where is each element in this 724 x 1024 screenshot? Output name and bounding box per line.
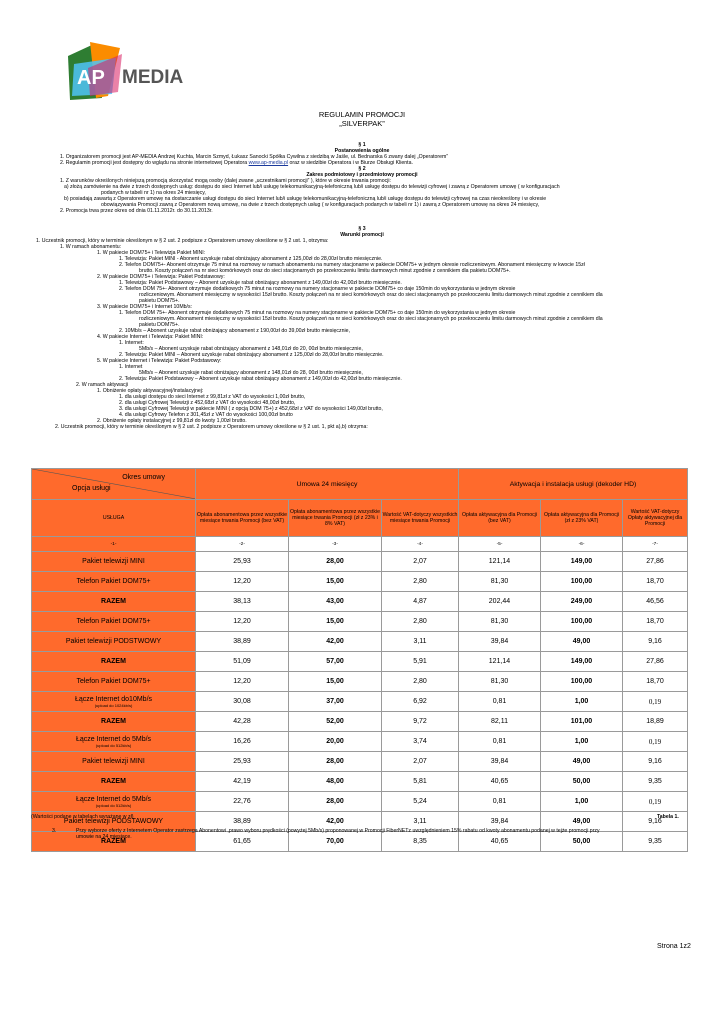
- service-upload-note: (upload do 512kb/s): [95, 802, 132, 808]
- service-name-cell: [32, 592, 196, 612]
- service-name: Pakiet telewizji MINI: [82, 758, 145, 765]
- value-cell: 3,11: [382, 812, 459, 832]
- value-cell: 0,81: [459, 732, 541, 752]
- s3-line: 1. Internet: [119, 364, 143, 370]
- website-link[interactable]: www.ap-media.pl: [248, 160, 289, 166]
- s3-line: 1. Telewizja: Pakiet MINI - Abonent uzyskuje rabat obniżający abonament z 125,00zł do 28,00zł brutto miesięcznie.: [119, 256, 383, 262]
- value-cell: 1,00: [541, 732, 623, 752]
- section-2-title: Zakres podmiotowy i przedmiotowy promocji: [306, 172, 418, 178]
- s3-line: 2. Telefon DOM 75+- Abonent otrzymuje dodatkowych 75 minut na rozmowy na numery stacjonarne w pakiecie DOM75+ co daje 150min do wykorzystania w jednym okresie: [119, 286, 516, 292]
- col-header: Opłata aktywacyjna dla Promocji (zł z 23% VAT): [541, 500, 623, 537]
- col-number: -6-: [541, 537, 623, 552]
- value-cell: 28,00: [289, 792, 382, 812]
- value-cell: 49,00: [541, 752, 623, 772]
- table-row: [32, 612, 688, 632]
- value-cell: 57,00: [289, 652, 382, 672]
- service-name: Telefon Pakiet DOM75+: [76, 618, 151, 625]
- value-cell: 100,00: [541, 572, 623, 592]
- value-cell: 38,89: [196, 812, 289, 832]
- service-name: RAZEM: [101, 778, 126, 785]
- s3-line: 4. dla usługi Cyfrowy Telefon z 301,45zł z VAT do wysokości 100,00zł brutto: [119, 412, 293, 418]
- col-header: Opłata aktywacyjna dla Promocji (bez VAT): [459, 500, 541, 537]
- table-row: [32, 692, 688, 712]
- value-cell: 37,00: [289, 692, 382, 712]
- document-subtitle: „SILVERPAK”: [339, 119, 385, 128]
- contract-24m-header: Umowa 24 miesięcy: [196, 469, 459, 500]
- table-caption: Tabela 1.: [657, 814, 679, 820]
- service-name: Pakiet telewizji PODSTWOWY: [65, 638, 162, 645]
- value-cell: 50,00: [541, 832, 623, 852]
- section-1-point-1: 1. Organizatorem promocji jest AP-MEDIA Andrzej Kuchta, Marcin Szmyd, Łukasz Sanocki Spółka Cywilna z siedzibą w Jaśle, ul. Bednarska 6 zwany dalej „Operatorem”: [60, 154, 449, 160]
- value-cell: 2,07: [382, 752, 459, 772]
- s3-line: 2. Obniżenie opłaty instalacyjnej z 99,81zł do kwoty 1,00zł brutto.: [97, 418, 247, 424]
- table-row: [32, 572, 688, 592]
- col-number: -7-: [623, 537, 688, 552]
- s3-line: 5Mb/s – Abonent uzyskuje rabat obniżający abonament z 148,01zł do 28, 00zł brutto miesięcznie,: [139, 370, 363, 376]
- value-cell: 28,00: [289, 752, 382, 772]
- service-name: Telefon Pakiet DOM75+: [76, 578, 151, 585]
- s3-line: 1. Telefon DOM 75+- Abonent otrzymuje dodatkowych 75 minut na rozmowy na numery stacjonarne w pakiecie DOM75+ co daje 150min do wykorzystania w jednym okresie: [119, 310, 516, 316]
- value-cell: 42,28: [196, 712, 289, 732]
- section-2-point-b: b) posiadają zawartą z Operatorem umowę na dostarczanie usługi dostępu do sieci Internet lub/i usługę telekomunikacyjną-telefoniczną lub/i usługę dostępu do telewizji cyfrowej na czas nieokreślony i w okresie: [64, 196, 547, 202]
- service-name-cell: [32, 772, 196, 792]
- value-cell: 18,70: [623, 672, 688, 692]
- value-cell: 8,35: [382, 832, 459, 852]
- col-header: Wartość VAT-dotyczy wszystkich miesiące trwania Promocji: [382, 500, 459, 537]
- value-cell: 25,93: [196, 552, 289, 572]
- table-row: [32, 652, 688, 672]
- value-cell: 40,65: [459, 832, 541, 852]
- value-cell: 5,91: [382, 652, 459, 672]
- value-cell: 15,00: [289, 572, 382, 592]
- value-cell: 39,84: [459, 752, 541, 772]
- s3-line: 5. W pakiecie Internet i Telewizja: Pakiet Podstawowy:: [97, 358, 222, 364]
- svg-text:MEDIA: MEDIA: [122, 67, 184, 88]
- service-name: Pakiet telewizji PODSTAWOWY: [63, 818, 164, 825]
- point-3-text-cont: umowie na 24 miesiące.: [76, 834, 132, 840]
- service-name-cell: [32, 572, 196, 592]
- service-name: RAZEM: [101, 598, 126, 605]
- col-header: Opłata abonamentowa przez wszystkie miesiące trwania Promocji (zł z 23% i 8% VAT): [289, 500, 382, 537]
- value-cell: 42,00: [289, 632, 382, 652]
- document-title: REGULAMIN PROMOCJI: [318, 110, 406, 119]
- value-cell: 9,16: [623, 812, 688, 832]
- table-body: [32, 552, 688, 852]
- s3-line: 2. dla usługi Cyfrowej Telewizji z 452,68zł z VAT do wysokości 48,00zł brutto,: [119, 400, 296, 406]
- service-name-cell: [32, 752, 196, 772]
- table-row: [32, 672, 688, 692]
- value-cell: 39,84: [459, 632, 541, 652]
- section-1-title: Postanowienia ogólne: [334, 148, 390, 154]
- service-upload-note: (upload do 1024kb/s): [94, 702, 133, 708]
- s3-line: 2. 10Mb/s – Abonent uzyskuje rabat obniżający abonament z 190,00zł do 39,00zł brutto miesięcznie,: [119, 328, 350, 334]
- value-cell: 81,30: [459, 572, 541, 592]
- page-number: Strona 1z2: [657, 943, 691, 950]
- value-cell: 61,65: [196, 832, 289, 852]
- value-cell: 2,80: [382, 672, 459, 692]
- s3-line: 2. W pakiecie DOM75+ i Telewizja: Pakiet Podstawowy:: [97, 274, 225, 280]
- value-cell: 81,30: [459, 612, 541, 632]
- value-cell: 52,00: [289, 712, 382, 732]
- table-row: [32, 752, 688, 772]
- value-cell: 0,19: [623, 792, 688, 812]
- s3-line: 2. W ramach aktywacji: [76, 382, 128, 388]
- section-2-point-2: 2. Promocja trwa przez okres od dnia 01.11.2012r. do 30.11.2013r.: [60, 208, 213, 214]
- s3-line: 3. W pakiecie DOM75+ i Internet 10Mb/s:: [97, 304, 193, 310]
- value-cell: 5,24: [382, 792, 459, 812]
- value-cell: 38,13: [196, 592, 289, 612]
- value-cell: 100,00: [541, 672, 623, 692]
- value-cell: 25,93: [196, 752, 289, 772]
- s3-line: 3. dla usługi Cyfrowej Telewizji w pakiecie MINI ( z opcją DOM 75+) z 452,68zł z VAT do wysokości 149,00zł brutto,: [119, 406, 383, 412]
- value-cell: 1,00: [541, 692, 623, 712]
- value-cell: 49,00: [541, 812, 623, 832]
- table-row: [32, 552, 688, 572]
- table-row: [32, 592, 688, 612]
- value-cell: 43,00: [289, 592, 382, 612]
- service-name: RAZEM: [101, 658, 126, 665]
- section-2-point-a: a) złożą zamówienie na dwie z trzech dostępnych usług: dostępu do sieci Internet lub/i usługę telekomunikacyjną-telefoniczną lub/i usługę dostępu do telewizji cyfrowej i zawrą z Operatorem umowę ( w konfiguracjach: [64, 184, 560, 190]
- ap-media-logo: [60, 38, 210, 108]
- table-row: [32, 732, 688, 752]
- value-cell: 15,00: [289, 612, 382, 632]
- value-cell: 50,00: [541, 772, 623, 792]
- value-cell: 18,70: [623, 572, 688, 592]
- service-name-cell: [32, 712, 196, 732]
- value-cell: 20,00: [289, 732, 382, 752]
- value-cell: 18,70: [623, 612, 688, 632]
- col-number: -4-: [382, 537, 459, 552]
- s3-line: 2. Uczestnik promocji, który w terminie określonym w § 2 ust. 2 podpisze z Operatorem umowy określone w § 2 ust. 1, pkt a),b) otrzyma:: [55, 424, 368, 430]
- activation-header: Aktywacja i instalacja usługi (dekoder HD): [459, 469, 688, 500]
- service-name: Pakiet telewizji MINI: [82, 558, 145, 565]
- s3-line: 1. Uczestnik promocji, który w terminie określonym w § 2 ust. 2 podpisze z Operatorem umowy określone w § 2 ust. 1, otrzyma:: [36, 238, 329, 244]
- value-cell: 4,87: [382, 592, 459, 612]
- col-header: USŁUGA: [32, 500, 196, 537]
- s3-line: 2. Telewizja: Pakiet Podstawowy – Abonent uzyskuje rabat obniżający abonament z 149,00zł do 42,00zł brutto miesięcznie.: [119, 376, 402, 382]
- s3-line: 2. Telewizja: Pakiet MINI – Abonent uzyskuje rabat obniżający abonament z 125,00zł do 28,00zł brutto miesięcznie.: [119, 352, 384, 358]
- value-cell: 9,35: [623, 832, 688, 852]
- value-cell: 42,19: [196, 772, 289, 792]
- value-cell: 48,00: [289, 772, 382, 792]
- table-row: [32, 792, 688, 812]
- service-name-cell: [32, 612, 196, 632]
- value-cell: 12,20: [196, 612, 289, 632]
- svg-text:AP: AP: [77, 67, 105, 89]
- section-2-number: § 2: [358, 166, 366, 172]
- value-cell: 0,81: [459, 692, 541, 712]
- value-cell: 2,80: [382, 612, 459, 632]
- value-cell: 82,11: [459, 712, 541, 732]
- service-name: RAZEM: [101, 838, 126, 845]
- s3-line: 1. W pakiecie DOM75+ i Telewizja Pakiet MINI:: [97, 250, 206, 256]
- value-cell: 22,76: [196, 792, 289, 812]
- col-number: -3-: [289, 537, 382, 552]
- value-cell: 42,00: [289, 812, 382, 832]
- s3-line: 5Mb/s – Abonent uzyskuje rabat obniżający abonament z 148,01zł do 20, 00zł brutto miesięcznie,: [139, 346, 363, 352]
- service-name-cell: [32, 692, 196, 712]
- service-name-cell: [32, 732, 196, 752]
- table-row: [32, 772, 688, 792]
- value-cell: 30,08: [196, 692, 289, 712]
- value-cell: 27,86: [623, 652, 688, 672]
- col-header: Wartość VAT-dotyczy Opłaty aktywacyjnej dla Promocji: [623, 500, 688, 537]
- value-cell: 49,00: [541, 632, 623, 652]
- s3-line: 1. dla usługi dostępu do sieci Internet z 99,81zł z VAT do wysokości 1,00zł brutto,: [119, 394, 306, 400]
- option-header: Opcja usługi: [72, 485, 111, 492]
- service-name-cell: [32, 552, 196, 572]
- value-cell: 70,00: [289, 832, 382, 852]
- value-cell: 46,56: [623, 592, 688, 612]
- service-name: Łącze Internet do10Mb/s: [74, 695, 153, 703]
- value-cell: 9,72: [382, 712, 459, 732]
- value-cell: 39,84: [459, 812, 541, 832]
- section-3-title: Warunki promocji: [340, 232, 384, 238]
- value-cell: 149,00: [541, 552, 623, 572]
- point-3-number: 3.: [52, 828, 57, 834]
- col-number: -1-: [32, 537, 196, 552]
- s3-line: 1. Internet:: [119, 340, 144, 346]
- value-cell: 40,65: [459, 772, 541, 792]
- value-cell: 9,16: [623, 632, 688, 652]
- s3-line: brutto. Koszty połączeń na nr sieci komórkowych oraz do sieci stacjonarnych po przekroczeniu limitu darmowych minut zgodnie z cennikiem dla pakietu DOM75+.: [139, 268, 511, 274]
- section-2-point-b-cont: obowiązywania Promocji zawrą z Operatorem nową umowę, na dwie z trzech dostępnych usług ( w konfiguracjach podanych w tabeli nr 1) i zawrą z Operatorem umowę na okres 24 miesięcy,: [101, 202, 540, 208]
- value-cell: 16,26: [196, 732, 289, 752]
- service-name: Telefon Pakiet DOM75+: [76, 678, 151, 685]
- table-note: (Wartości podane w tabelach wyrażane w zł): [31, 814, 134, 820]
- service-name-cell: [32, 632, 196, 652]
- table-row: [32, 712, 688, 732]
- value-cell: 2,07: [382, 552, 459, 572]
- col-number: -5-: [459, 537, 541, 552]
- service-name: Łącze Internet do 5Mb/s: [75, 735, 152, 743]
- col-header: Opłata abonamentowa przez wszystkie miesiące trwania Promocji (bez VAT): [196, 500, 289, 537]
- service-name-cell: [32, 652, 196, 672]
- service-name-cell: [32, 672, 196, 692]
- s3-line: 1. Obniżenie opłaty aktywacyjnej/instalacyjnej:: [97, 388, 204, 394]
- section-2-point-1: 1. Z warunków określonych niniejszą promocją skorzystać mogą osoby (dalej zwane „uczestnikami promocji” ), które w okresie trwania promocji:: [60, 178, 391, 184]
- section-1-point-2: 2. Regulamin promocji jest dostępny do wglądu na stronie internetowej Operatora www.ap-media.pl oraz w siedzibie Operatora i w Biurze Obsługi Klienta.: [60, 160, 413, 166]
- section-1-number: § 1: [358, 142, 366, 148]
- table-corner-header: [32, 469, 196, 500]
- value-cell: 15,00: [289, 672, 382, 692]
- value-cell: 0,81: [459, 792, 541, 812]
- pricing-table: [31, 468, 688, 852]
- section-3-number: § 3: [358, 226, 366, 232]
- value-cell: 27,86: [623, 552, 688, 572]
- value-cell: 121,14: [459, 552, 541, 572]
- value-cell: 12,20: [196, 572, 289, 592]
- value-cell: 149,00: [541, 652, 623, 672]
- s3-line: rozliczeniowym. Abonament miesięczny w wysokości 15zł brutto. Koszty połączeń na nr sieci komórkowych oraz do sieci stacjonarnych po przekroczeniu limitu darmowych minut zgodnie z cennikiem dla: [139, 292, 603, 298]
- value-cell: 0,19: [623, 732, 688, 752]
- value-cell: 51,09: [196, 652, 289, 672]
- service-name-cell: [32, 792, 196, 812]
- value-cell: 12,20: [196, 672, 289, 692]
- col-number: -2-: [196, 537, 289, 552]
- s3-line: rozliczeniowym. Abonament miesięczny w wysokości 15zł brutto. Koszty połączeń na nr sieci komórkowych oraz do sieci stacjonarnych po przekroczeniu limitu darmowych minut zgodnie z cennikiem dla: [139, 316, 603, 322]
- value-cell: 249,00: [541, 592, 623, 612]
- value-cell: 38,89: [196, 632, 289, 652]
- point-3-text: Przy wyborze oferty z Internetem Operator zastrzega Abonentowi ,prawo wyboru prędkości (powyżej 5Mb/s) proponowanej w Promocji FiberNETz uwzględnieniem 15% rabatu od kwoty abonamentu podanej w tejże promocji przy: [76, 828, 600, 834]
- section-2-point-a-cont: podanych w tabeli nr 1) na okres 24 miesięcy,: [101, 190, 206, 196]
- value-cell: 9,16: [623, 752, 688, 772]
- value-cell: 18,89: [623, 712, 688, 732]
- value-cell: 121,14: [459, 652, 541, 672]
- value-cell: 3,74: [382, 732, 459, 752]
- value-cell: 1,00: [541, 792, 623, 812]
- table-row: [32, 632, 688, 652]
- period-header: Okres umowy: [122, 474, 165, 481]
- s3-line: pakietu DOM75+.: [139, 298, 180, 304]
- value-cell: 101,00: [541, 712, 623, 732]
- s3-line: 2. Telefon DOM75+- Abonent otrzymuje 75 minut na rozmowy w ramach abonamentu na numery stacjonarne w pakiecie DOM75+ w jednym okresie rozliczeniowym. Abonament miesięczny w kwocie 15zł: [119, 262, 585, 268]
- value-cell: 9,35: [623, 772, 688, 792]
- s3-line: pakietu DOM75+.: [139, 322, 180, 328]
- value-cell: 6,92: [382, 692, 459, 712]
- value-cell: 81,30: [459, 672, 541, 692]
- value-cell: 3,11: [382, 632, 459, 652]
- service-upload-note: (upload do 512kb/s): [95, 742, 132, 748]
- s3-line: 1. W ramach abonamentu:: [60, 244, 122, 250]
- value-cell: 28,00: [289, 552, 382, 572]
- value-cell: 0,19: [623, 692, 688, 712]
- s3-line: 4. W pakiecie Internet i Telewizja: Pakiet MINI:: [97, 334, 204, 340]
- s3-line: 1. Telewizja: Pakiet Podstawowy – Abonent uzyskuje rabat obniżający abonament z 149,00zł do 42,00zł brutto miesięcznie.: [119, 280, 402, 286]
- value-cell: 100,00: [541, 612, 623, 632]
- service-name: Łącze Internet do 5Mb/s: [75, 795, 152, 803]
- value-cell: 5,81: [382, 772, 459, 792]
- service-name: RAZEM: [101, 718, 126, 725]
- value-cell: 202,44: [459, 592, 541, 612]
- value-cell: 2,80: [382, 572, 459, 592]
